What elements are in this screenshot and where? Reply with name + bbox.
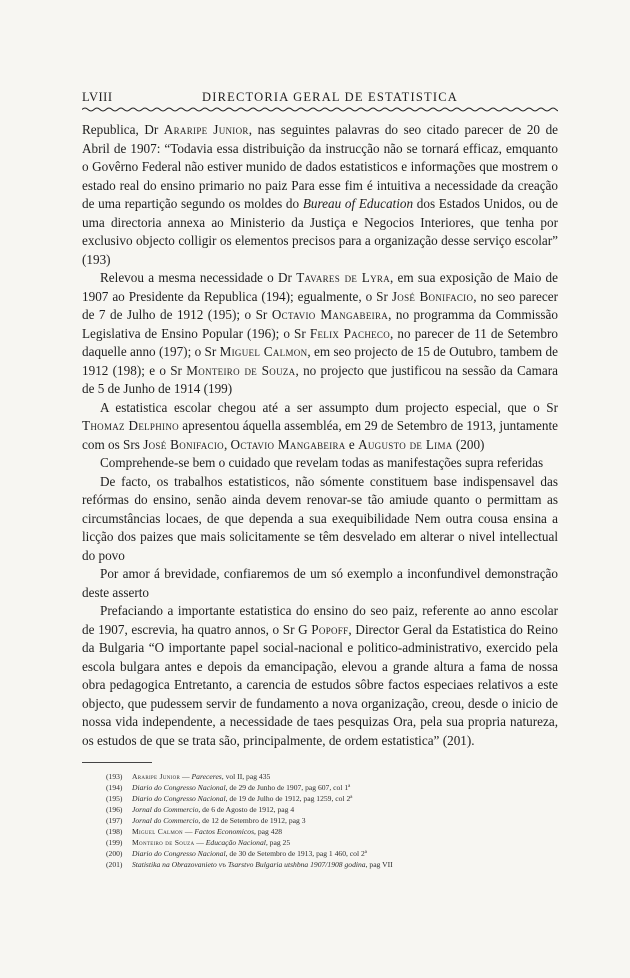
text-run: dos Estados Unidos, ou de uma directoria annexa ao Ministerio da Justiça e Negocios Interiores, que tenha por exclusivo objecto colligir os elementos precisos para a organização desse serviço escolar” (193): [82, 196, 559, 267]
footnote-number: (197): [106, 816, 123, 825]
running-header: [82, 90, 558, 105]
person-name: Miguel Calmon: [132, 827, 183, 836]
text-run: Comprehende-se bem o cuidado que revelam todas as manifestações supra referidas: [100, 455, 544, 470]
footnote-number: (193): [106, 772, 123, 781]
text-run: De facto, os trabalhos estatisticos, não sómente constituem base indispensavel das refórmas do ensino, senão ainda devem renovar-se tão amiude quanto o permittam as circumstâncias locaes, de que dependa a sua exequibilidade Nem outra cousa ensina a licção dos paizes que mais solicitamente se têm desvelado em alterar o nivel intellectual do povo: [82, 473, 558, 563]
footnote-number: (200): [106, 849, 123, 858]
footnote-number: (194): [106, 783, 123, 792]
text-run: e: [345, 436, 359, 452]
text-run: , pag VII: [365, 860, 393, 869]
text-run: , no projecto que justificou na sessão da Camara de 5 de Junho de 1914 (199): [82, 362, 558, 396]
italic-title: Jornal do Commercio: [132, 805, 199, 814]
running-title: DIRECTORIA GERAL DE ESTATISTICA: [202, 90, 458, 104]
text-run: Prefaciando a importante estatistica do ensino do seo paiz, referente ao anno escolar de 1907, escrevia, ha quatro annos, o Sr G: [82, 603, 558, 637]
text-run: , em sua exposição de Maio de 1907 ao Presidente da Republica (194); egualmente, o Sr: [82, 270, 558, 304]
person-name: Monteiro de Souza: [132, 838, 195, 847]
footnote-number: (201): [106, 860, 123, 869]
text-run: , no programma da Commissão Legislativa de Ensino Popular (196); o Sr: [82, 307, 559, 341]
italic-title: Educação Nacional: [205, 838, 266, 847]
footnote-separator: [82, 762, 152, 763]
italic-title: Diario do Congresso Nacional: [132, 794, 226, 803]
person-name: Monteiro de Souza: [186, 362, 296, 378]
footnote: [106, 771, 558, 782]
person-name: José Bonifacio: [391, 288, 474, 304]
text-run: A estatistica escolar chegou até a ser assumpto dum projecto especial, que o Sr: [100, 399, 558, 415]
text-run: , no parecer de 11 de Setembro daquelle anno (197); o Sr: [82, 325, 558, 359]
footnote: [106, 859, 558, 870]
italic-title: Factos Economicos: [194, 827, 255, 836]
italic-title: Pareceres: [191, 772, 222, 781]
italic-title: Diario do Congresso Nacional: [132, 849, 226, 858]
document-page: [82, 90, 558, 870]
footnotes: [82, 771, 558, 870]
person-name: Araripe Junior: [163, 122, 249, 137]
footnote-number: (199): [106, 838, 123, 847]
text-run: —: [180, 772, 192, 781]
footnote: [106, 793, 558, 804]
footnote: [106, 804, 558, 815]
text-run: , em seo projecto de 15 de Outubro, tambem de 1912 (198); e o Sr: [82, 344, 558, 378]
paragraph: [82, 121, 558, 269]
paragraph: [82, 473, 558, 566]
italic-title: Statistika na Obrazovanieto vъ Tsarstvo Bulgaria utshbna 1907/1908 godina: [132, 860, 366, 869]
text-run: (200): [452, 436, 485, 452]
paragraph: [82, 399, 558, 455]
italic-title: Jornal do Commercio: [132, 816, 199, 825]
footnote-number: (196): [106, 805, 123, 814]
text-run: apresentou áquella assembléa, em 29 de Setembro de 1913, juntamente com os Srs: [82, 418, 558, 452]
paragraph: [82, 565, 558, 602]
footnote: [106, 815, 558, 826]
text-run: ,: [223, 436, 231, 452]
paragraph: [82, 269, 558, 399]
footnote: [106, 837, 558, 848]
footnote-number: (195): [106, 794, 123, 803]
paragraph: [82, 454, 558, 473]
text-run: Republica, Dr: [82, 122, 164, 137]
footnote: [106, 782, 558, 793]
person-name: Thomaz Delphino: [82, 418, 179, 433]
footnote: [106, 848, 558, 859]
text-run: , de 29 de Junho de 1907, pag 607, col 1ª: [225, 783, 351, 792]
person-name: Araripe Junior: [132, 772, 181, 781]
text-run: , Director Geral da Estatistica do Reino da Bulgaria “O importante papel social-nacional e politico-administrativo, exercido pela escola bulgara antes e depois da emancipação, elevou a grande altura a fama de nossa obra pedagogica Entretanto, a carencia de estudos sôbre factos especiaes relativos a este objecto, que pudessem servir de fundamento a nova organização, creou, desde o inicio de nossa vida independente, a necessidade de taes pesquizas Ora, pela sua propria natureza, os estudos de que se trata são, principalmente, de ordem estatistica” (201).: [82, 621, 559, 748]
page-number: LVIII: [82, 90, 113, 104]
text-run: Por amor á brevidade, confiaremos de um só exemplo a inconfundivel demonstração deste asserto: [82, 566, 558, 600]
text-run: , pag 25: [265, 838, 291, 847]
text-run: , vol II, pag 435: [221, 772, 271, 781]
body-text: [82, 121, 558, 750]
footnote: [106, 826, 558, 837]
person-name: Miguel Calmon: [219, 344, 308, 359]
text-run: , de 12 de Setembro de 1912, pag 3: [198, 816, 306, 825]
text-run: Relevou a mesma necessidade o Dr: [100, 270, 297, 285]
footnote-number: (198): [106, 827, 123, 836]
person-name: Popoff: [311, 621, 349, 637]
wavy-rule: [82, 106, 558, 113]
text-run: —: [194, 838, 206, 847]
person-name: Octavio Mangabeira: [271, 307, 389, 322]
text-run: , no seo parecer de 7 de Julho de 1912 (195); o Sr: [82, 288, 558, 322]
person-name: Octavio Mangabeira: [230, 436, 346, 452]
italic-title: Diario do Congresso Nacional: [132, 783, 226, 792]
text-run: , de 30 de Setembro de 1913, pag 1 460, col 2ª: [225, 849, 367, 858]
text-run: , nas seguintes palavras do seo citado parecer de 20 de Abril de 1907: “Todavia essa distribuição da instrucção não se tornará efficaz, emquanto o Govêrno Federal não estiver munido de dados estatisticos e informações que mostrem o estado real do ensino primario no paiz Para esse fim é intuitiva a necessidade da creação de uma repartição segundo os moldes do: [82, 122, 559, 211]
person-name: Tavares de Lyra: [296, 270, 390, 285]
person-name: José Bonifacio: [143, 436, 224, 452]
text-run: , de 6 de Agosto de 1912, pag 4: [198, 805, 295, 814]
person-name: Augusto de Lima: [358, 436, 453, 452]
paragraph: [82, 602, 558, 750]
italic-title: Bureau of Education: [302, 196, 414, 211]
person-name: Felix Pacheco: [309, 325, 391, 341]
text-run: , pag 428: [254, 827, 283, 836]
text-run: —: [182, 827, 195, 836]
text-run: , de 19 de Julho de 1912, pag 1259, col 2ª: [225, 794, 353, 803]
